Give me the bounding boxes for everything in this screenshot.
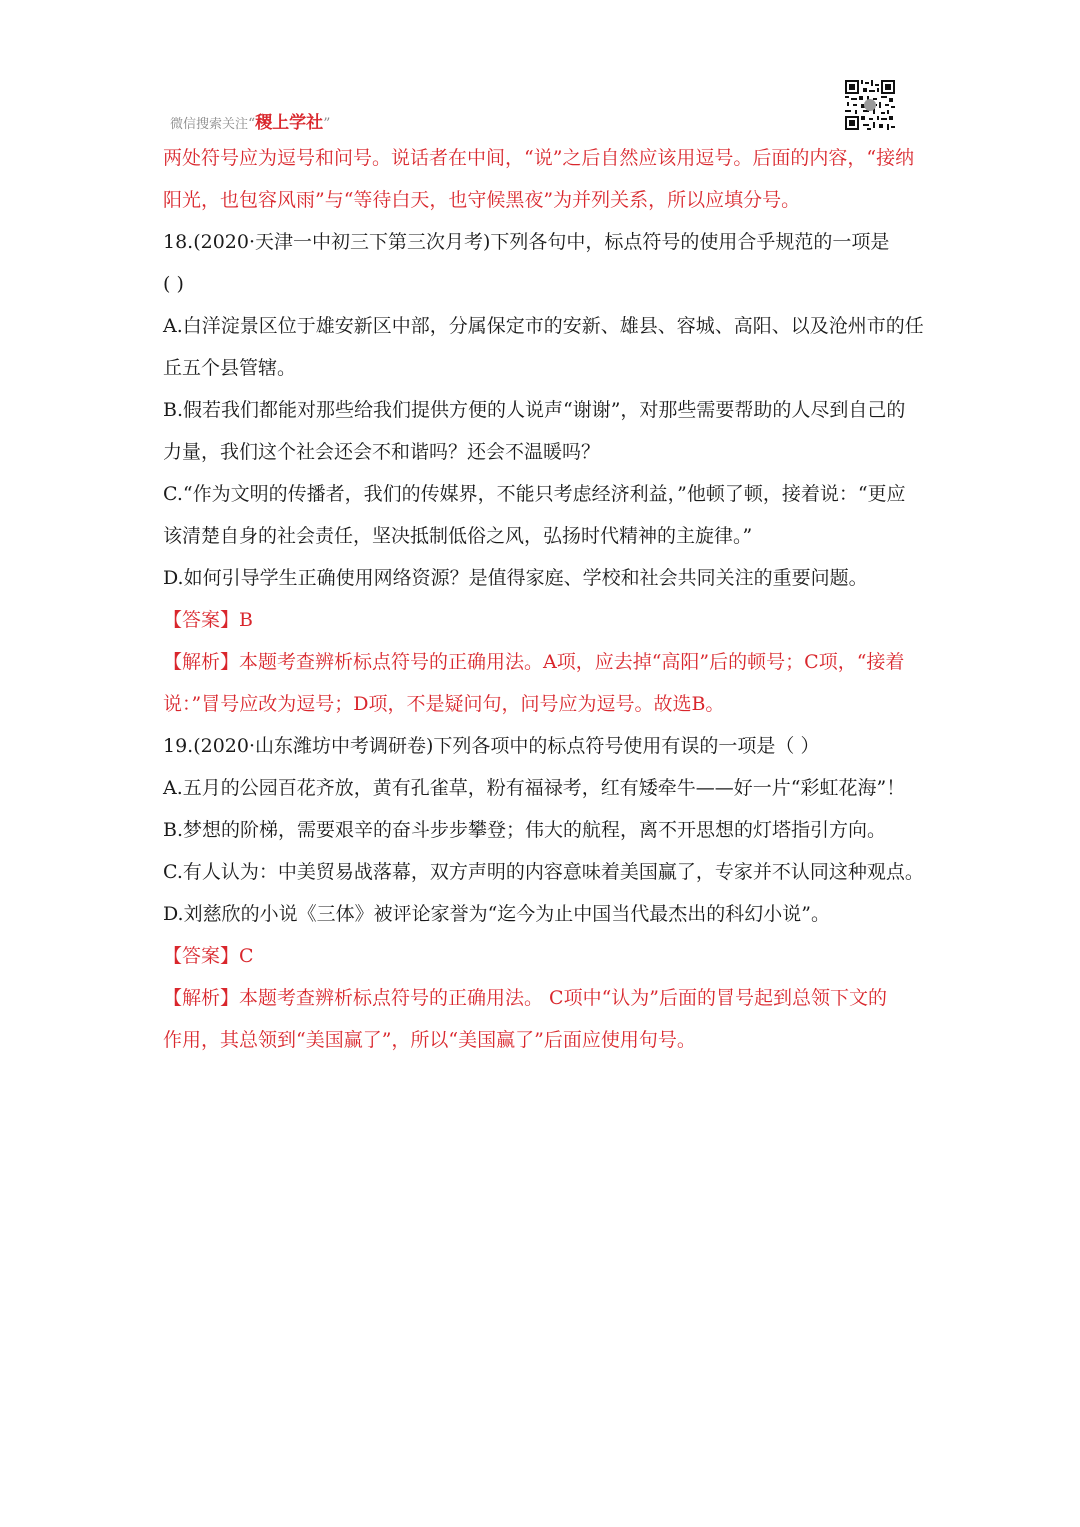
watermark-header: [170, 108, 330, 133]
question-text-line: C.“作为文明的传播者，我们的传媒界，不能只考虑经济利益，”他顿了顿，接着说：“更应: [163, 483, 906, 505]
answer-text-line: 【解析】本题考查辨析标点符号的正确用法。A项，应去掉“高阳”后的顿号；C项，“接着: [163, 651, 905, 673]
header-text: 微信搜索关注: [170, 117, 249, 132]
page-header: [166, 78, 906, 134]
document-body: [163, 137, 923, 1061]
question-text-line: A.白洋淀景区位于雄安新区中部，分属保定市的安新、雄县、容城、高阳、以及沧州市的任: [163, 315, 924, 337]
header-close-quote: ”: [323, 116, 331, 132]
question-text-line: D.刘慈欣的小说《三体》被评论家誉为“迄今为止中国当代最杰出的科幻小说”。: [163, 903, 831, 925]
answer-text-line: 【答案】C: [163, 945, 254, 967]
answer-text-line: 【答案】B: [163, 609, 253, 631]
answer-text-line: 【解析】本题考查辨析标点符号的正确用法。 C项中“认为”后面的冒号起到总领下文的: [163, 987, 888, 1009]
header-open-quote: “: [248, 116, 256, 132]
question-text-line: B.假若我们都能对那些给我们提供方便的人说声“谢谢”，对那些需要帮助的人尽到自己的: [163, 399, 906, 421]
qr-code-icon: [844, 80, 896, 130]
question-text-line: D.如何引导学生正确使用网络资源？是值得家庭、学校和社会共同关注的重要问题。: [163, 567, 868, 589]
question-text-line: 该清楚自身的社会责任，坚决抵制低俗之风，弘扬时代精神的主旋律。”: [163, 525, 753, 547]
answer-text-line: 两处符号应为逗号和问号。说话者在中间，“说”之后自然应该用逗号。后面的内容，“接纳: [163, 147, 915, 169]
header-brand: 稷上学社: [255, 113, 324, 133]
question-text-line: 18.(2020·天津一中初三下第三次月考)下列各句中，标点符号的使用合乎规范的一项是: [163, 231, 890, 253]
answer-text-line: 作用，其总领到“美国赢了”，所以“美国赢了”后面应使用句号。: [163, 1029, 696, 1051]
question-text-line: 丘五个县管辖。: [163, 357, 297, 379]
question-text-line: B.梦想的阶梯，需要艰辛的奋斗步步攀登；伟大的航程，离不开思想的灯塔指引方向。: [163, 819, 887, 841]
question-text-line: C.有人认为：中美贸易战落幕，双方声明的内容意味着美国赢了，专家并不认同这种观点。: [163, 861, 924, 883]
answer-text-line: 说：”冒号应改为逗号；D项，不是疑问句，问号应为逗号。故选B。: [163, 693, 725, 715]
answer-text-line: 阳光，也包容风雨”与“等待白天，也守候黑夜”为并列关系，所以应填分号。: [163, 189, 801, 211]
question-text-line: A.五月的公园百花齐放，黄有孔雀草，粉有福禄考，红有矮牵牛——好一片“彩虹花海”！: [163, 777, 906, 799]
question-text-line: 19.(2020·山东潍坊中考调研卷)下列各项中的标点符号使用有误的一项是（ ）: [163, 735, 820, 757]
question-text-line: ( ): [163, 273, 184, 295]
question-text-line: 力量，我们这个社会还会不和谐吗？还会不温暖吗？: [163, 441, 601, 463]
